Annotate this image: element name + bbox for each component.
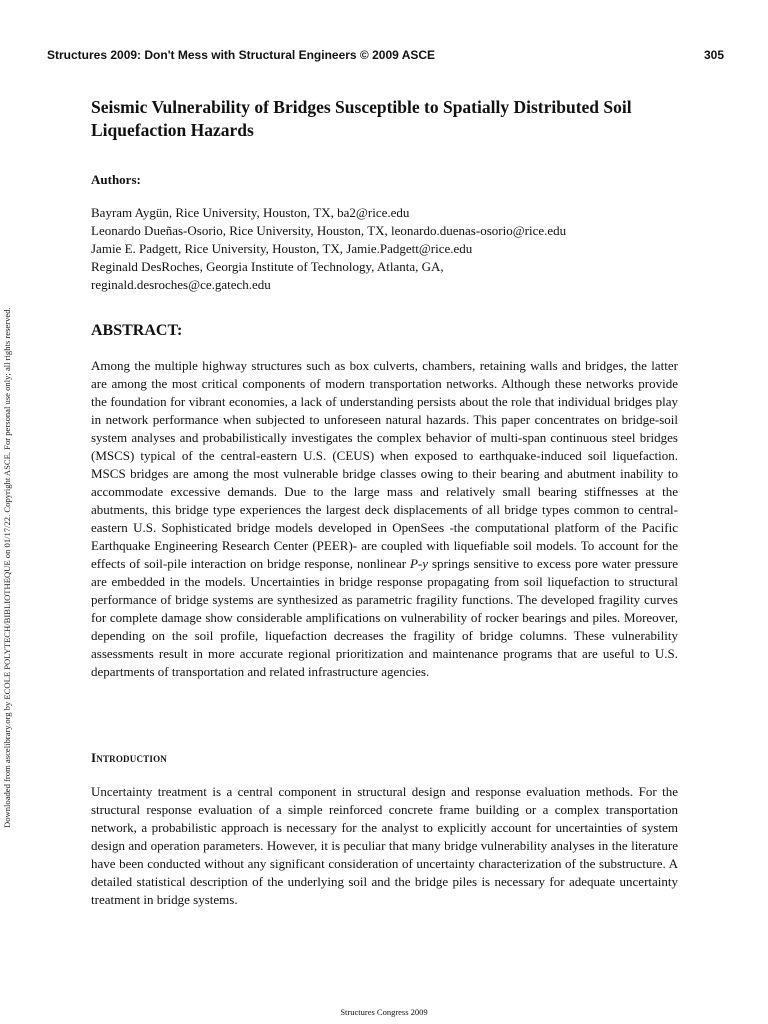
py-springs-term: P-y (409, 556, 429, 571)
authors-label: Authors: (91, 172, 141, 187)
introduction-heading: Introduction (91, 750, 167, 765)
author-line: Bayram Aygün, Rice University, Houston, TX, ba2@rice.edu (91, 205, 410, 220)
page-number: 305 (703, 48, 724, 62)
introduction-paragraph: Uncertainty treatment is a central component in structural design and response evaluation methods. For the structural response evaluation of a simple reinforced concrete frame building or a complex transportation network, a probabilistic approach is necessary for the analyst to explicitly account for uncertainties of system design and operation parameters. However, it is peculiar that many bridge vulnerability analyses in the literature have been conducted without any significant consideration of uncertainty characterization of the substructure. A detailed statistical description of the underlying soil and the bridge piles is necessary for adequate uncertainty treatment in bridge systems. (91, 784, 678, 907)
author-line: Jamie E. Padgett, Rice University, Houston, TX, Jamie.Padgett@rice.edu (91, 241, 473, 256)
page-footer: Structures Congress 2009 (340, 1007, 428, 1017)
author-list (91, 204, 691, 294)
running-header (47, 48, 724, 66)
abstract-heading: ABSTRACT: (91, 322, 183, 339)
abstract-text-part: Among the multiple highway structures such as box culverts, chambers, retaining walls and bridges, the latter are among the most critical components of modern transportation networks. Although these networks provide the foundation for vibrant economies, a lack of understanding persists about the role that individual bridges play in network performance when subjected to unforeseen natural hazards. This paper concentrates on bridge-soil system analyses and probabilistically investigates the complex behavior of multi-span continuous steel bridges (MSCS) typical of the central-eastern U.S. (CEUS) when exposed to earthquake-induced soil liquefaction. MSCS bridges are among the most vulnerable bridge classes owing to their bearing and abutment inability to accommodate excessive demands. Due to the large mass and relatively small bearing stiffnesses at the abutments, this bridge type experiences the largest deck displacements of all bridge types common to central-eastern U.S. Sophisticated bridge models developed in OpenSees -the computational platform of the Pacific Earthquake Engineering Research Center (PEER)- are coupled with liquefiable soil models. To account for the effects of soil-pile interaction on bridge response, nonlinear (91, 358, 678, 571)
author-line: Reginald DesRoches, Georgia Institute of Technology, Atlanta, GA, (91, 259, 444, 274)
abstract-text-part: springs sensitive to excess pore water pressure are embedded in the models. Uncertainties in bridge response propagating from soil liquefaction to structural performance of bridge systems are synthesized as parametric fragility functions. The developed fragility curves for complete damage show considerable amplifications on vulnerability of rocker bearings and piles. Moreover, depending on the soil profile, liquefaction decreases the fragility of bridge columns. These vulnerability assessments result in more accurate regional prioritization and maintenance programs that are useful to U.S. departments of transportation and related infrastructure agencies. (91, 556, 678, 679)
abstract-paragraph (91, 357, 678, 681)
author-line: Leonardo Dueñas-Osorio, Rice University, Houston, TX, leonardo.duenas-osorio@rice.edu (91, 223, 567, 238)
author-line: reginald.desroches@ce.gatech.edu (91, 277, 271, 292)
paper-title: Seismic Vulnerability of Bridges Susceptible to Spatially Distributed Soil Liquefaction Hazards (91, 97, 632, 140)
proceedings-title: Structures 2009: Don't Mess with Structural Engineers © 2009 ASCE (47, 48, 436, 62)
download-notice: Downloaded from ascelibrary.org by ECOLE POLYTECH/BIBLIOTHEQUE on 01/17/22. Copyright ASCE. For personal use only; all rights reserved. (2, 307, 12, 828)
